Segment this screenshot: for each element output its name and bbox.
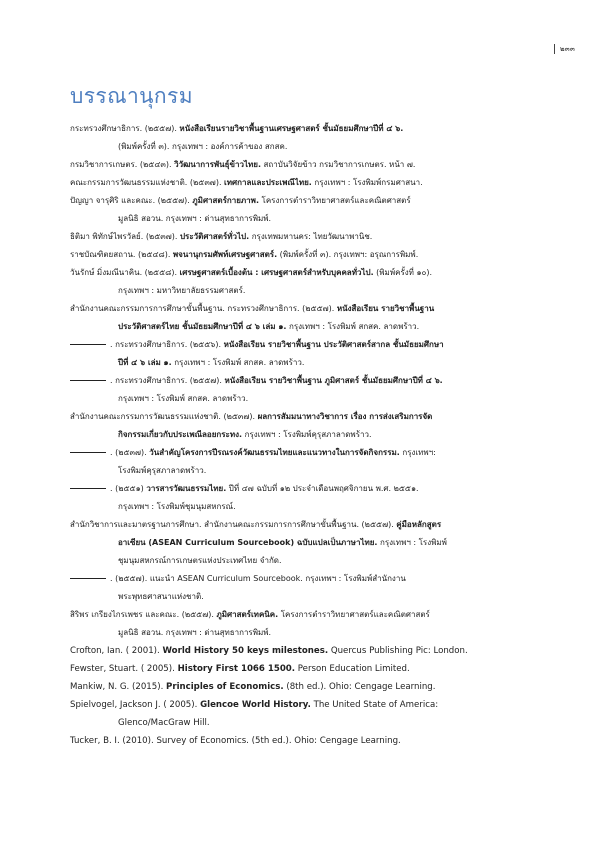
reference-text: กรุงเทพฯ : โรงพิมพ์ สกสค. ลาดพร้าว. (118, 394, 249, 403)
reference-continuation-line (118, 714, 550, 732)
reference-entry (70, 300, 550, 336)
reference-text: ธิติมา พิทักษ์ไพรวัลย์. (๒๕๓๗). (70, 232, 180, 241)
reference-continuation-line (118, 390, 550, 408)
reference-title-text: กิจกรรมเกี่ยวกับประเพณีลอยกระทง. (118, 430, 243, 439)
reference-entry (70, 480, 550, 516)
reference-entry (70, 606, 550, 642)
reference-text: Mankiw, N. G. (2015). (70, 682, 167, 692)
reference-text: กรุงเทพฯ : มหาวิทยาลัยธรรมศาสตร์. (118, 286, 246, 295)
reference-title-text: หนังสือเรียน รายวิชาพื้นฐาน ภูมิศาสตร์ ชั้นมัธยมศึกษาปีที่ ๔ ๖. (224, 376, 443, 385)
reference-first-line (70, 250, 418, 259)
reference-entry (70, 408, 550, 444)
reference-text: (8th ed.). Ohio: Cengage Learning. (283, 682, 436, 692)
reference-entry (70, 732, 550, 750)
reference-entry (70, 174, 550, 192)
reference-title-text: วารสารวัฒนธรรมไทย. (146, 484, 227, 493)
reference-first-line (70, 178, 423, 187)
reference-title-text: อาเซียน (ASEAN Curriculum Sourcebook) ฉบับแปลเป็นภาษาไทย. (118, 538, 378, 547)
reference-text: กรมวิชาการเกษตร. (๒๕๔๓). (70, 160, 175, 169)
reference-continuation-line (118, 552, 550, 570)
reference-continuation-line (118, 498, 550, 516)
reference-title-text: คู่มือหลักสูตร (396, 520, 442, 529)
reference-first-line (70, 736, 401, 746)
reference-continuation-line (118, 534, 550, 552)
reference-text: กรุงเทพฯ: (399, 448, 436, 457)
reference-text: โรงพิมพ์คุรุสภาลาดพร้าว. (118, 466, 207, 475)
reference-title-text: หนังสือเรียน รายวิชาพื้นฐาน (336, 304, 435, 313)
reference-first-line (70, 610, 430, 619)
reference-text: ปัญญา จารุศิริ และคณะ. (๒๕๕๗). (70, 196, 193, 205)
same-author-dash (70, 578, 106, 579)
same-author-dash (70, 452, 106, 453)
reference-text: สำนักงานคณะกรรมการการศึกษาขั้นพื้นฐาน. กระทรวงศึกษาธิการ. (๒๕๕๗). (70, 304, 337, 313)
reference-text: ชุมนุมสหกรณ์การเกษตรแห่งประเทศไทย จำกัด. (118, 556, 282, 565)
reference-first-line (70, 376, 443, 385)
reference-entry (70, 570, 550, 606)
reference-text: (พิมพ์ครั้งที่ ๓). กรุงเทพฯ : องค์การค้าของ สกสค. (118, 142, 288, 151)
reference-continuation-line (118, 318, 550, 336)
reference-text: สำนักวิชาการและมาตรฐานการศึกษา. สำนักงานคณะกรรมการการศึกษาขั้นพื้นฐาน. (๒๕๕๗). (70, 520, 397, 529)
reference-title-text: เทศกาลและประเพณีไทย. (224, 178, 312, 187)
reference-entry (70, 264, 550, 300)
reference-first-line (70, 196, 411, 205)
reference-continuation-line (118, 210, 550, 228)
reference-title-text: ปีที่ ๔ ๖ เล่ม ๑. (118, 358, 172, 367)
reference-text: มูลนิธิ สอวน. กรุงเทพฯ : ด่านสุทธาการพิมพ์. (118, 214, 272, 223)
page-number: ๒๓๓ (554, 44, 575, 54)
reference-entry (70, 246, 550, 264)
reference-continuation-line (118, 354, 550, 372)
reference-first-line (70, 124, 403, 133)
reference-continuation-line (118, 282, 550, 300)
reference-text: วันรักษ์ มิ่งมณีนาคิน. (๒๕๕๘). (70, 268, 180, 277)
reference-continuation-line (118, 426, 550, 444)
reference-continuation-line (118, 462, 550, 480)
reference-first-line (70, 448, 436, 457)
reference-text: . (๒๕๓๗). (110, 448, 150, 457)
reference-title-text: หนังสือเรียน รายวิชาพื้นฐาน ประวัติศาสตร์สากล ชั้นมัธยมศึกษา (223, 340, 444, 349)
reference-title-text: ภูมิศาสตร์กายภาพ. (192, 196, 259, 205)
reference-title-text: วันสำคัญโครงการปีรณรงค์วัฒนธรรมไทยและแนวทางในการจัดกิจกรรม. (149, 448, 400, 457)
reference-entry (70, 120, 550, 156)
reference-first-line (70, 574, 406, 583)
reference-text: Glenco/MacGraw Hill. (118, 718, 210, 728)
reference-first-line (70, 664, 410, 674)
reference-entry (70, 642, 550, 660)
reference-text: กรุงเทพฯ : โรงพิมพ์ สกสค. ลาดพร้าว. (171, 358, 305, 367)
reference-entry (70, 696, 550, 732)
reference-text: Quercus Publishing Pic: London. (328, 646, 468, 656)
reference-first-line (70, 340, 444, 349)
reference-text: ปีที่ ๔๗ ฉบับที่ ๑๒ ประจำเดือนพฤศจิกายน พ.ศ. ๒๕๕๑. (226, 484, 419, 493)
reference-entry (70, 444, 550, 480)
reference-title-text: ภูมิศาสตร์เทคนิค. (216, 610, 279, 619)
reference-title-text: วิวัฒนาการพันธุ์ข้าวไทย. (174, 160, 261, 169)
reference-first-line (70, 700, 438, 710)
reference-text: (พิมพ์ครั้งที่ ๑๐). (373, 268, 433, 277)
reference-text: กรุงเทพฯ : โรงพิมพ์ (377, 538, 447, 547)
reference-first-line (70, 232, 372, 241)
reference-text: Crofton, Ian. ( 2001). (70, 646, 163, 656)
reference-title-text: History First 1066 1500. (177, 664, 296, 674)
reference-continuation-line (118, 624, 550, 642)
reference-text: The United State of America: (310, 700, 439, 710)
reference-title-text: Glencoe World History. (200, 700, 311, 710)
reference-text: Spielvogel, Jackson J. ( 2005). (70, 700, 201, 710)
reference-text: Person Education Limited. (295, 664, 410, 674)
reference-text: กรุงเทพฯ : โรงพิมพ์คุรุสภาลาดพร้าว. (242, 430, 372, 439)
reference-first-line (70, 682, 435, 692)
reference-text: มูลนิธิ สอวน. กรุงเทพฯ : ด่านสุทธาการพิมพ์. (118, 628, 272, 637)
reference-title-text: Principles of Economics. (166, 682, 284, 692)
reference-entry (70, 228, 550, 246)
same-author-dash (70, 344, 106, 345)
reference-text: Tucker, B. I. (2010). Survey of Economics. (5th ed.). Ohio: Cengage Learning. (70, 736, 401, 746)
reference-title-text: หนังสือเรียนรายวิชาพื้นฐานเศรษฐศาสตร์ ชั้นมัธยมศึกษาปีที่ ๔ ๖. (179, 124, 404, 133)
reference-continuation-line (118, 138, 550, 156)
reference-first-line (70, 160, 415, 169)
reference-title-text: ประวัติศาสตร์ไทย ชั้นมัธยมศึกษาปีที่ ๔ ๖ เล่ม ๑. (118, 322, 287, 331)
reference-text: กรุงเทพมหานคร: ไทยวัฒนาพานิช. (249, 232, 373, 241)
reference-first-line (70, 484, 419, 493)
reference-entry (70, 516, 550, 570)
reference-text: กรุงเทพฯ : โรงพิมพ์ชุมนุมสหกรณ์. (118, 502, 236, 511)
reference-text: กระทรวงศึกษาธิการ. (๒๕๕๗). (70, 124, 180, 133)
reference-entry (70, 192, 550, 228)
reference-text: คณะกรรมการวัฒนธรรมแห่งชาติ. (๒๕๓๗). (70, 178, 225, 187)
reference-title-text: ประวัติศาสตร์ทั่วไป. (179, 232, 250, 241)
reference-text: โครงการตำราวิทยาศาสตร์และคณิตศาสตร์ (278, 610, 430, 619)
reference-text: สำนักงานคณะกรรมการวัฒนธรรมแห่งชาติ. (๒๕๓๗). (70, 412, 258, 421)
reference-continuation-line (118, 588, 550, 606)
reference-text: . (๒๕๕๑) (110, 484, 147, 493)
reference-first-line (70, 412, 432, 421)
reference-text: พระพุทธศาสนาแห่งชาติ. (118, 592, 204, 601)
reference-text: ราชบัณฑิตยสถาน. (๒๕๔๘). (70, 250, 173, 259)
reference-text: โครงการตำราวิทยาศาสตร์และคณิตศาสตร์ (258, 196, 411, 205)
reference-text: กรุงเทพฯ : โรงพิมพ์ สกสค. ลาดพร้าว. (286, 322, 420, 331)
reference-entry (70, 678, 550, 696)
reference-title-text: พจนานุกรมศัพท์เศรษฐศาสตร์. (172, 250, 278, 259)
reference-text: สถาบันวิจัยข้าว กรมวิชาการเกษตร. หน้า ๗. (260, 160, 416, 169)
reference-text: กรุงเทพฯ : โรงพิมพ์กรมศาสนา. (311, 178, 423, 187)
reference-entry (70, 660, 550, 678)
reference-first-line (70, 304, 434, 313)
reference-text: สิริพร เกรียงไกรเพชร และคณะ. (๒๕๕๗). (70, 610, 217, 619)
reference-title-text: เศรษฐศาสตร์เบื้องต้น : เศรษฐศาสตร์สำหรับบุคคลทั่วไป. (179, 268, 374, 277)
reference-text: . กระทรวงศึกษาธิการ. (๒๕๕๖). (110, 340, 224, 349)
same-author-dash (70, 488, 106, 489)
reference-title-text: ผลการสัมมนาทางวิชาการ เรื่อง การส่งเสริมการจัด (257, 412, 433, 421)
reference-entry (70, 336, 550, 372)
reference-first-line (70, 520, 441, 529)
same-author-dash (70, 380, 106, 381)
reference-text: Fewster, Stuart. ( 2005). (70, 664, 178, 674)
reference-title-text: World History 50 keys milestones. (162, 646, 329, 656)
reference-list (70, 120, 550, 750)
reference-text: . (๒๕๕๗). แนะนำ ASEAN Curriculum Sourcebook. กรุงเทพฯ : โรงพิมพ์สำนักงาน (110, 574, 406, 583)
reference-first-line (70, 268, 432, 277)
reference-entry (70, 372, 550, 408)
reference-entry (70, 156, 550, 174)
reference-text: . กระทรวงศึกษาธิการ. (๒๕๕๗). (110, 376, 225, 385)
reference-first-line (70, 646, 468, 656)
page-title: บรรณานุกรม (70, 84, 193, 108)
reference-text: (พิมพ์ครั้งที่ ๓). กรุงเทพฯ: อรุณการพิมพ์. (277, 250, 419, 259)
